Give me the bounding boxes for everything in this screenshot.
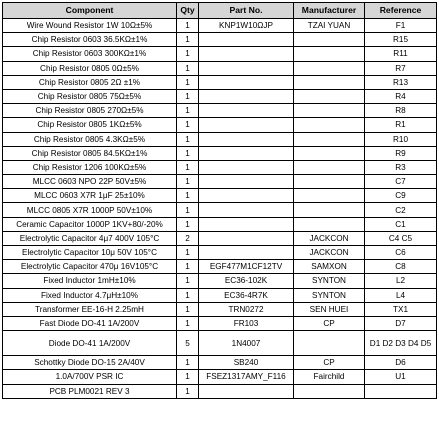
cell-component: Chip Resistor 0603 300KΩ±1% [3,47,177,61]
table-row [3,370,437,384]
cell-component: Fast Diode DO-41 1A/200V [3,316,177,330]
cell-component: Chip Resistor 0805 1KΩ±5% [3,118,177,132]
cell-reference: R7 [365,61,437,75]
table-row [3,356,437,370]
cell-component: Chip Resistor 0805 75Ω±5% [3,89,177,103]
cell-manufacturer: TZAI YUAN [294,19,365,33]
cell-qty: 1 [177,33,199,47]
cell-reference: L2 [365,274,437,288]
cell-qty: 1 [177,160,199,174]
cell-manufacturer [294,132,365,146]
table-row [3,61,437,75]
cell-manufacturer: SAMXON [294,260,365,274]
cell-manufacturer [294,331,365,356]
table-row [3,331,437,356]
table-row [3,316,437,330]
cell-manufacturer [294,175,365,189]
cell-qty: 1 [177,260,199,274]
cell-qty: 1 [177,217,199,231]
cell-reference: R10 [365,132,437,146]
cell-manufacturer [294,146,365,160]
cell-component: MLCC 0603 X7R 1μF 25±10% [3,189,177,203]
cell-part-no [199,61,294,75]
table-row [3,132,437,146]
cell-component: MLCC 0603 NPO 22P 50V±5% [3,175,177,189]
cell-reference: L4 [365,288,437,302]
cell-qty: 1 [177,370,199,384]
table-row [3,118,437,132]
cell-qty: 1 [177,146,199,160]
cell-part-no: KNP1W10ΩJP [199,19,294,33]
cell-component: Chip Resistor 0805 0Ω±5% [3,61,177,75]
cell-qty: 1 [177,75,199,89]
cell-qty: 1 [177,356,199,370]
cell-reference: TX1 [365,302,437,316]
table-row [3,146,437,160]
cell-component: 1.0A/700V PSR IC [3,370,177,384]
cell-part-no [199,189,294,203]
cell-qty: 1 [177,302,199,316]
cell-reference: C2 [365,203,437,217]
cell-reference: C1 [365,217,437,231]
cell-manufacturer: CP [294,316,365,330]
cell-manufacturer: CP [294,356,365,370]
cell-qty: 1 [177,118,199,132]
bom-body [3,19,437,399]
cell-part-no [199,160,294,174]
cell-qty: 1 [177,246,199,260]
cell-part-no [199,132,294,146]
cell-qty: 1 [177,61,199,75]
cell-part-no [199,246,294,260]
cell-reference: R4 [365,89,437,103]
cell-reference: C7 [365,175,437,189]
cell-component: MLCC 0805 X7R 1000P 50V±10% [3,203,177,217]
table-row [3,260,437,274]
cell-manufacturer: SYNTON [294,288,365,302]
cell-qty: 1 [177,274,199,288]
cell-manufacturer [294,203,365,217]
cell-manufacturer [294,160,365,174]
cell-component: Chip Resistor 0603 36.5KΩ±1% [3,33,177,47]
header-reference: Reference [365,3,437,19]
cell-manufacturer [294,75,365,89]
cell-manufacturer [294,217,365,231]
cell-part-no [199,146,294,160]
cell-reference: R9 [365,146,437,160]
cell-part-no: EC36-4R7K [199,288,294,302]
cell-component: Electrolytic Capacitor 4μ7 400V 105°C [3,231,177,245]
cell-part-no [199,217,294,231]
header-part-no: Part No. [199,3,294,19]
cell-qty: 1 [177,175,199,189]
cell-reference: R1 [365,118,437,132]
table-row [3,47,437,61]
cell-reference: R13 [365,75,437,89]
cell-qty: 1 [177,19,199,33]
cell-manufacturer: SYNTON [294,274,365,288]
table-row [3,384,437,398]
cell-component: Chip Resistor 1206 100KΩ±5% [3,160,177,174]
cell-qty: 5 [177,331,199,356]
cell-manufacturer [294,33,365,47]
cell-manufacturer: JACKCON [294,246,365,260]
header-row [3,3,437,19]
cell-component: Chip Resistor 0805 4.3KΩ±5% [3,132,177,146]
cell-part-no [199,47,294,61]
cell-part-no [199,231,294,245]
cell-manufacturer [294,89,365,103]
cell-reference [365,384,437,398]
table-row [3,274,437,288]
cell-qty: 1 [177,47,199,61]
cell-manufacturer [294,384,365,398]
cell-part-no: EC36-102K [199,274,294,288]
cell-reference: F1 [365,19,437,33]
cell-component: Chip Resistor 0805 270Ω±5% [3,104,177,118]
cell-part-no [199,118,294,132]
cell-component: Chip Resistor 0805 2Ω ±1% [3,75,177,89]
cell-component: Fixed Inductor 4.7μH±10% [3,288,177,302]
cell-manufacturer [294,104,365,118]
header-manufacturer: Manufacturer [294,3,365,19]
cell-component: Electrolytic Capacitor 470μ 16V105°C [3,260,177,274]
cell-qty: 1 [177,203,199,217]
cell-qty: 1 [177,189,199,203]
cell-manufacturer [294,47,365,61]
cell-part-no: TRN0272 [199,302,294,316]
cell-reference: D1 D2 D3 D4 D5 [365,331,437,356]
table-row [3,189,437,203]
cell-part-no [199,384,294,398]
table-row [3,217,437,231]
cell-reference: R15 [365,33,437,47]
cell-qty: 1 [177,316,199,330]
cell-component: Wire Wound Resistor 1W 10Ω±5% [3,19,177,33]
cell-component: Transformer EE-16-H 2.25mH [3,302,177,316]
cell-reference: C9 [365,189,437,203]
table-row [3,19,437,33]
cell-reference: D7 [365,316,437,330]
table-row [3,75,437,89]
header-component: Component [3,3,177,19]
cell-reference: C4 C5 [365,231,437,245]
cell-reference: U1 [365,370,437,384]
cell-qty: 1 [177,384,199,398]
cell-manufacturer: Fairchild [294,370,365,384]
table-row [3,246,437,260]
cell-reference: R11 [365,47,437,61]
cell-manufacturer: JACKCON [294,231,365,245]
cell-manufacturer [294,61,365,75]
cell-part-no: FSEZ1317AMY_F116 [199,370,294,384]
cell-reference: C8 [365,260,437,274]
table-row [3,203,437,217]
cell-manufacturer [294,189,365,203]
cell-manufacturer: SEN HUEI [294,302,365,316]
cell-component: Diode DO-41 1A/200V [3,331,177,356]
cell-component: PCB PLM0021 REV 3 [3,384,177,398]
cell-part-no [199,104,294,118]
cell-part-no: SB240 [199,356,294,370]
cell-part-no [199,89,294,103]
cell-qty: 1 [177,288,199,302]
cell-component: Ceramic Capacitor 1000P 1KV+80/-20% [3,217,177,231]
cell-component: Schottky Diode DO-15 2A/40V [3,356,177,370]
cell-reference: D6 [365,356,437,370]
table-row [3,175,437,189]
cell-qty: 1 [177,89,199,103]
table-row [3,104,437,118]
cell-manufacturer [294,118,365,132]
cell-part-no: EGF477M1CF12TV [199,260,294,274]
cell-reference: C6 [365,246,437,260]
cell-part-no [199,203,294,217]
cell-component: Electrolytic Capacitor 10μ 50V 105°C [3,246,177,260]
cell-part-no [199,175,294,189]
header-qty: Qty [177,3,199,19]
cell-part-no [199,75,294,89]
cell-part-no [199,33,294,47]
cell-qty: 1 [177,132,199,146]
table-row [3,33,437,47]
cell-component: Chip Resistor 0805 84.5KΩ±1% [3,146,177,160]
cell-reference: R8 [365,104,437,118]
cell-reference: R3 [365,160,437,174]
cell-part-no: 1N4007 [199,331,294,356]
table-row [3,302,437,316]
table-row [3,288,437,302]
cell-qty: 2 [177,231,199,245]
table-row [3,89,437,103]
table-row [3,231,437,245]
table-row [3,160,437,174]
cell-component: Fixed Inductor 1mH±10% [3,274,177,288]
cell-qty: 1 [177,104,199,118]
bom-table [2,2,437,399]
cell-part-no: FR103 [199,316,294,330]
